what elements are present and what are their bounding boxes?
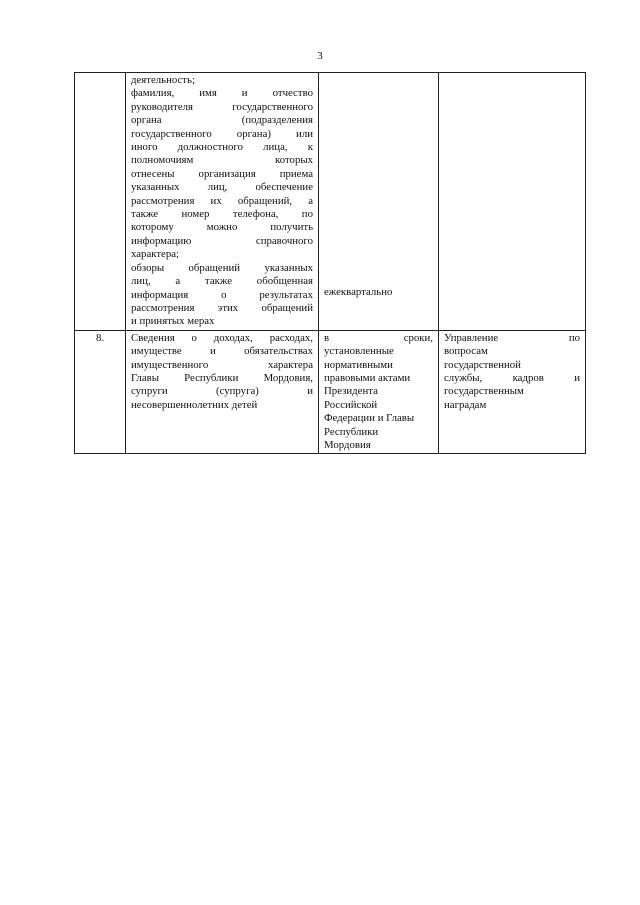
text-line: государственным xyxy=(444,385,524,398)
cell-period xyxy=(319,330,439,454)
text-line: также номер телефона, по xyxy=(131,208,313,221)
text-line: фамилия, имя и отчество xyxy=(131,87,313,100)
text-line: государственной xyxy=(444,358,521,371)
text-line: органа (подразделения xyxy=(131,114,313,127)
text-line: вопросам xyxy=(444,345,488,358)
text-line: Сведения о доходах, расходах, xyxy=(131,331,313,344)
text-line: руководителя государственного xyxy=(131,100,313,113)
cell-number xyxy=(75,73,126,331)
text-line: правовыми актами xyxy=(324,371,411,384)
cell-responsible xyxy=(439,73,586,331)
page-number: 3 xyxy=(317,50,323,62)
document-table xyxy=(74,72,586,454)
cell-info xyxy=(126,330,319,454)
text-line: нормативными xyxy=(324,358,393,371)
text-line: деятельность; xyxy=(131,74,195,86)
text-line: характера; xyxy=(131,248,180,261)
text-line: установленные xyxy=(324,345,394,358)
text-line: Главы Республики Мордовия, xyxy=(131,371,313,384)
text-line: Управление по xyxy=(444,331,580,344)
text-line: службы, кадров и xyxy=(444,371,580,384)
cell-responsible xyxy=(439,330,586,454)
text-line: указанных лиц, обеспечение xyxy=(131,181,313,194)
text-line: в сроки, xyxy=(324,331,433,344)
text-line: рассмотрения этих обращений xyxy=(131,301,313,314)
text-line: обзоры обращений указанных xyxy=(131,261,313,274)
text-line: имуществе и обязательствах xyxy=(131,345,313,358)
cell-period xyxy=(319,73,439,331)
text-line: информация о результатах xyxy=(131,288,313,301)
text-line: которому можно получить xyxy=(131,221,313,234)
text-line: и принятых мерах xyxy=(131,315,215,328)
text-line: полномочиям которых xyxy=(131,154,313,167)
text-line: Республики xyxy=(324,425,379,438)
text-line: Президента xyxy=(324,385,378,398)
text-line: государственного органа) или xyxy=(131,127,313,140)
row-number: 8. xyxy=(75,330,126,454)
text-line: рассмотрения их обращений, а xyxy=(131,194,313,207)
cell-info xyxy=(126,73,319,331)
text-line: Российской xyxy=(324,398,378,411)
text-line: несовершеннолетних детей xyxy=(131,398,258,411)
text-line: наградам xyxy=(444,398,487,411)
text-line: имущественного характера xyxy=(131,358,313,371)
table-row-continuation xyxy=(75,73,586,331)
text-line: супруги (супруга) и xyxy=(131,385,313,398)
text-line: Мордовия xyxy=(324,438,371,451)
text-line: Федерации и Главы xyxy=(324,412,415,425)
text-line: информацию справочного xyxy=(131,234,313,247)
text-line: иного должностного лица, к xyxy=(131,141,313,154)
text-line: лиц, а также обобщенная xyxy=(131,275,313,288)
period-text: ежеквартально xyxy=(324,286,393,298)
text-line: отнесены организация приема xyxy=(131,167,313,180)
table-row-8 xyxy=(75,330,586,454)
